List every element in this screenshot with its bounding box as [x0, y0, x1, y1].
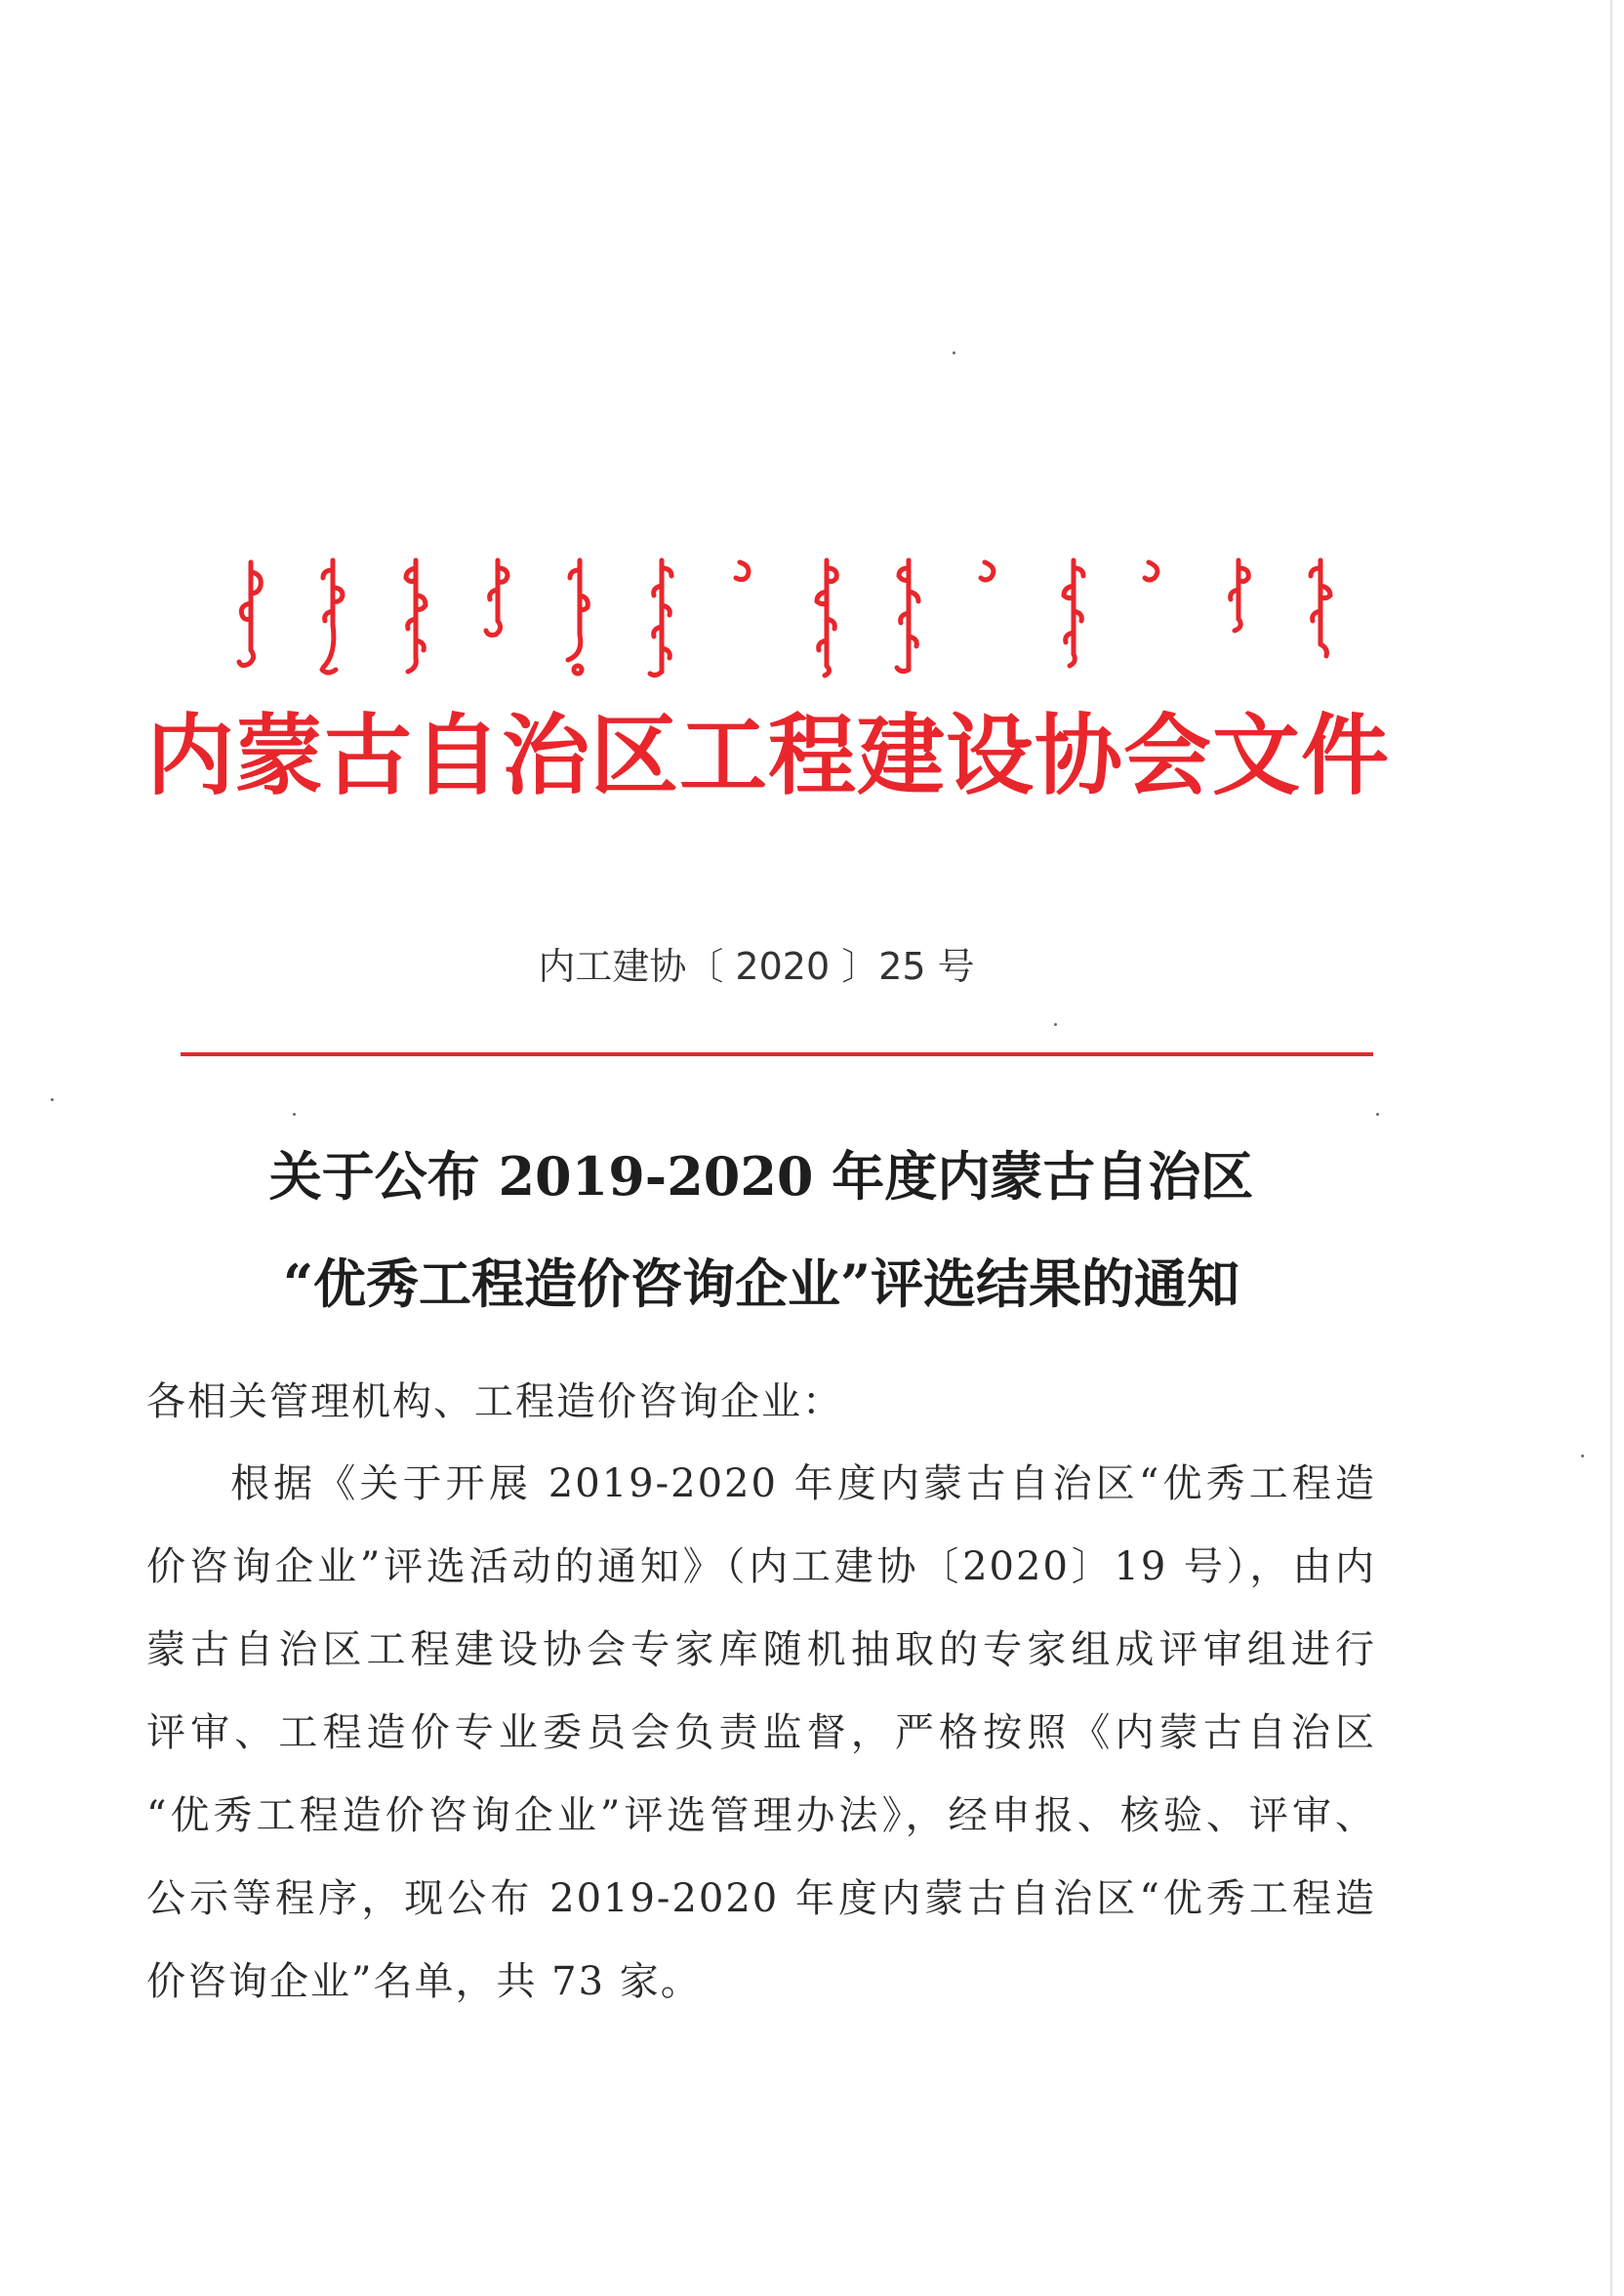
body-line: “优秀工程造价咨询企业”评选管理办法》，经申报、核验、评审、 [146, 1793, 1376, 1838]
mongolian-word-10 [975, 556, 1008, 683]
scan-speck [293, 1113, 296, 1116]
body-line: 公示等程序，现公布 2019-2020 年度内蒙古自治区“优秀工程造 [146, 1876, 1376, 1921]
body-line: 价咨询企业”评选活动的通知》（内工建协〔2020〕19 号），由内 [146, 1544, 1376, 1589]
mongolian-word-2 [316, 556, 349, 683]
body-line: 根据《关于开展 2019-2020 年度内蒙古自治区“优秀工程造 [230, 1461, 1376, 1506]
letterhead-title: 内蒙古自治区工程建设协会文件 [146, 705, 1390, 807]
red-divider-line [181, 1052, 1373, 1056]
document-number: 内工建协〔 2020 〕25 号 [538, 945, 975, 988]
scan-speck [51, 1098, 54, 1101]
mongolian-word-6 [645, 556, 678, 683]
scan-speck [1054, 1023, 1057, 1026]
mongolian-word-1 [234, 556, 267, 683]
mongolian-word-3 [399, 556, 432, 683]
mongolian-word-12 [1139, 556, 1172, 683]
body-line: 蒙古自治区工程建设协会专家库随机抽取的专家组成评审组进行 [146, 1627, 1376, 1672]
notice-title-line-2: “优秀工程造价咨询企业”评选结果的通知 [282, 1252, 1240, 1315]
mongolian-word-9 [892, 556, 925, 683]
mongolian-word-11 [1057, 556, 1090, 683]
body-line: 评审、工程造价专业委员会负责监督，严格按照《内蒙古自治区 [146, 1710, 1376, 1755]
body-line: 价咨询企业”名单，共 73 家。 [146, 1959, 702, 2004]
notice-title-line-1: 关于公布 2019-2020 年度内蒙古自治区 [268, 1145, 1254, 1208]
mongolian-word-4 [481, 556, 514, 683]
mongolian-word-13 [1222, 556, 1255, 683]
mongolian-word-8 [810, 556, 843, 683]
mongolian-letterhead [234, 556, 1337, 683]
mongolian-word-14 [1304, 556, 1337, 683]
scan-speck [953, 351, 955, 354]
salutation: 各相关管理机构、工程造价咨询企业： [146, 1379, 843, 1424]
mongolian-word-5 [563, 556, 596, 683]
page-edge [1610, 0, 1612, 2296]
scan-speck [1581, 1455, 1584, 1457]
scan-speck [1376, 1113, 1379, 1116]
mongolian-word-7 [728, 556, 761, 683]
